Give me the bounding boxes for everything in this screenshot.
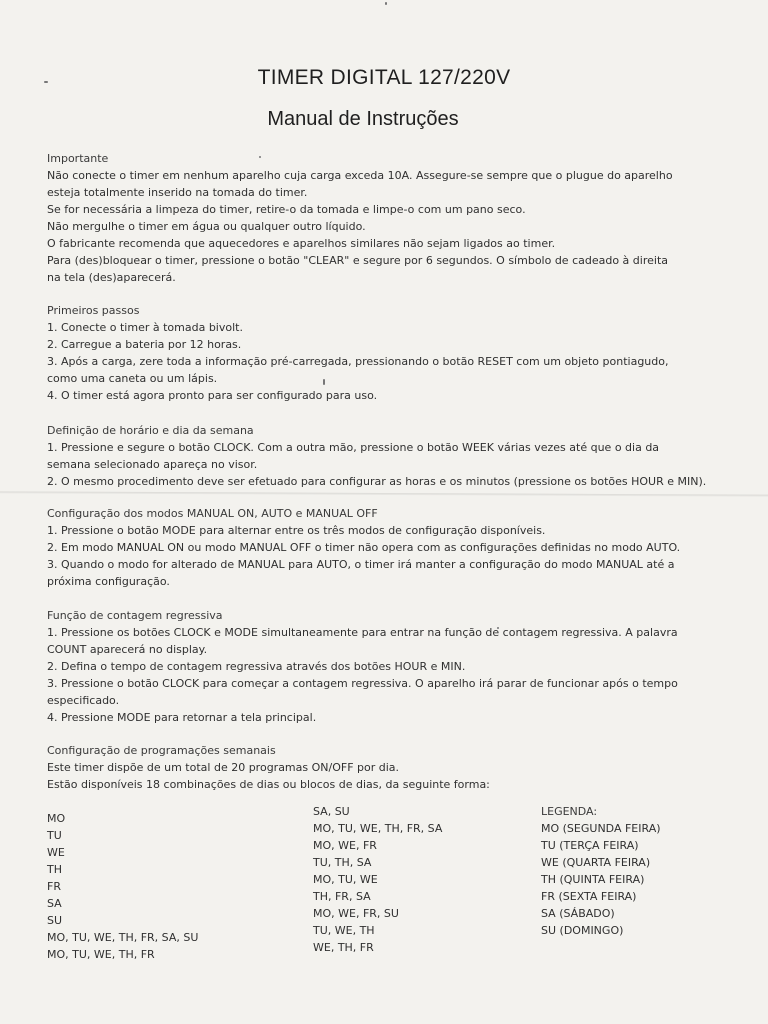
combo-item: WE [47,846,65,859]
text-line: Estão disponíveis 18 combinações de dias ou blocos de dias, da seguinte forma: [47,778,490,791]
combo-item: MO, TU, WE, TH, FR, SA [313,822,443,835]
section-important [47,150,737,286]
list-item: 1. Pressione os botões CLOCK e MODE simultaneamente para entrar na função de contagem regressiva. A palavra [47,626,678,639]
list-item: 1. Pressione e segure o botão CLOCK. Com a outra mão, pressione o botão WEEK várias vezes até que o dia da [47,441,660,454]
combos-column-2 [313,803,513,956]
section-countdown [47,607,737,726]
text-line: O fabricante recomenda que aquecedores e aparelhos similares não sejam ligados ao timer. [47,237,556,250]
combo-item: TH [47,863,62,876]
text-line: esteja totalmente inserido na tomada do timer. [47,186,308,199]
list-item: 1. Pressione o botão MODE para alternar entre os três modos de configuração disponíveis. [47,524,546,537]
combo-item: MO, TU, WE, TH, FR [47,948,155,961]
section-heading: Primeiros passos [47,304,140,317]
combos-column-1 [47,810,287,963]
section-heading: Configuração dos modos MANUAL ON, AUTO e MANUAL OFF [47,507,378,520]
list-item: 2. O mesmo procedimento deve ser efetuado para configurar as horas e os minutos (pressione os botões HOUR e MIN). [47,475,707,488]
list-item: 1. Conecte o timer à tomada bivolt. [47,321,243,334]
scan-speck [385,2,387,5]
legend-column [541,803,741,939]
combo-item: TU, TH, SA [313,856,372,869]
legend-item: WE (QUARTA FEIRA) [541,856,651,869]
list-item: 3. Quando o modo for alterado de MANUAL para AUTO, o timer irá manter a configuração do modo MANUAL até a [47,558,675,571]
legend-item: SA (SÁBADO) [541,907,615,920]
section-heading: Configuração de programações semanais [47,744,276,757]
legend-item: SU (DOMINGO) [541,924,624,937]
paper-fold-line [0,491,768,496]
combo-item: MO, TU, WE [313,873,378,886]
section-heading: Definição de horário e dia da semana [47,424,254,437]
list-item: semana selecionado apareça no visor. [47,458,258,471]
combo-item: FR [47,880,61,893]
combo-item: MO [47,812,66,825]
list-item: 2. Em modo MANUAL ON ou modo MANUAL OFF o timer não opera com as configurações definidas no modo AUTO. [47,541,681,554]
section-time-day [47,422,737,490]
section-first-steps [47,302,737,404]
combo-item: MO, WE, FR, SU [313,907,399,920]
combo-item: WE, TH, FR [313,941,374,954]
list-item: como uma caneta ou um lápis. [47,372,218,385]
list-item: 3. Pressione o botão CLOCK para começar a contagem regressiva. O aparelho irá parar de funcionar após o tempo [47,677,678,690]
list-item: especificado. [47,694,120,707]
section-modes [47,505,737,590]
section-heading: Importante [47,152,109,165]
combo-item: SU [47,914,63,927]
legend-title: LEGENDA: [541,805,598,818]
combo-item: SA, SU [313,805,350,818]
combo-item: MO, WE, FR [313,839,377,852]
combo-item: MO, TU, WE, TH, FR, SA, SU [47,931,199,944]
legend-item: FR (SEXTA FEIRA) [541,890,637,903]
list-item: COUNT aparecerá no display. [47,643,208,656]
list-item: 2. Carregue a bateria por 12 horas. [47,338,242,351]
text-line: Não conecte o timer em nenhum aparelho cuja carga exceda 10A. Assegure-se sempre que o plugue do aparelho [47,169,673,182]
text-line: Para (des)bloquear o timer, pressione o botão "CLEAR" e segure por 6 segundos. O símbolo de cadeado à direita [47,254,668,267]
legend-item: MO (SEGUNDA FEIRA) [541,822,661,835]
combo-item: SA [47,897,62,910]
list-item: 4. O timer está agora pronto para ser configurado para uso. [47,389,378,402]
legend-item: TH (QUINTA FEIRA) [541,873,645,886]
document-subtitle: Manual de Instruções [267,108,459,130]
text-line: Se for necessária a limpeza do timer, retire-o da tomada e limpe-o com um pano seco. [47,203,526,216]
text-line: Este timer dispõe de um total de 20 programas ON/OFF por dia. [47,761,400,774]
list-item: 3. Após a carga, zere toda a informação pré-carregada, pressionando o botão RESET com um objeto pontiagudo, [47,355,669,368]
text-line: na tela (des)aparecerá. [47,271,176,284]
list-item: 2. Defina o tempo de contagem regressiva através dos botões HOUR e MIN. [47,660,466,673]
combo-item: TH, FR, SA [313,890,371,903]
list-item: próxima configuração. [47,575,170,588]
section-weekly [47,742,737,793]
legend-item: TU (TERÇA FEIRA) [541,839,639,852]
list-item: 4. Pressione MODE para retornar a tela principal. [47,711,317,724]
combo-item: TU, WE, TH [313,924,375,937]
document-title: TIMER DIGITAL 127/220V [257,66,511,89]
combo-item: TU [47,829,62,842]
text-line: Não mergulhe o timer em água ou qualquer outro líquido. [47,220,366,233]
section-heading: Função de contagem regressiva [47,609,223,622]
